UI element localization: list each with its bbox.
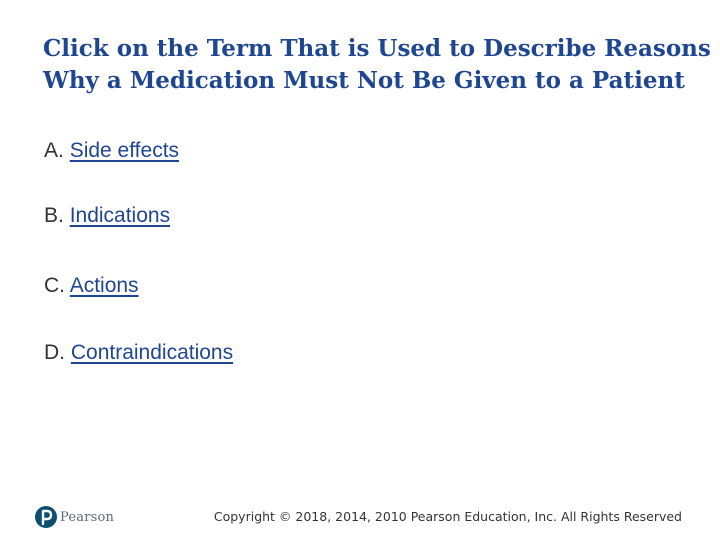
copyright-notice: Copyright © 2018, 2014, 2010 Pearson Education, Inc. All Rights Reserved xyxy=(213,509,682,524)
answer-option-a xyxy=(44,138,179,164)
option-link-side-effects[interactable]: Side effects xyxy=(69,139,180,162)
pearson-logo-text: Pearson xyxy=(60,509,115,525)
title-line-1: Click on the Term That is Used to Describe Reasons xyxy=(43,35,711,62)
answer-option-b xyxy=(44,203,170,229)
option-letter-a: A. xyxy=(44,139,64,162)
slide-title xyxy=(43,33,711,97)
pearson-logo xyxy=(35,505,114,529)
option-letter-b: B. xyxy=(44,204,64,227)
option-link-actions[interactable]: Actions xyxy=(69,274,139,297)
answer-option-d xyxy=(44,340,233,366)
option-letter-d: D. xyxy=(44,341,65,364)
pearson-logo-icon xyxy=(35,506,57,528)
option-letter-c: C. xyxy=(44,274,65,297)
title-line-2: Why a Medication Must Not Be Given to a Patient xyxy=(43,67,685,94)
option-link-contraindications[interactable]: Contraindications xyxy=(70,341,234,364)
option-link-indications[interactable]: Indications xyxy=(69,204,171,227)
answer-option-c xyxy=(44,273,139,299)
